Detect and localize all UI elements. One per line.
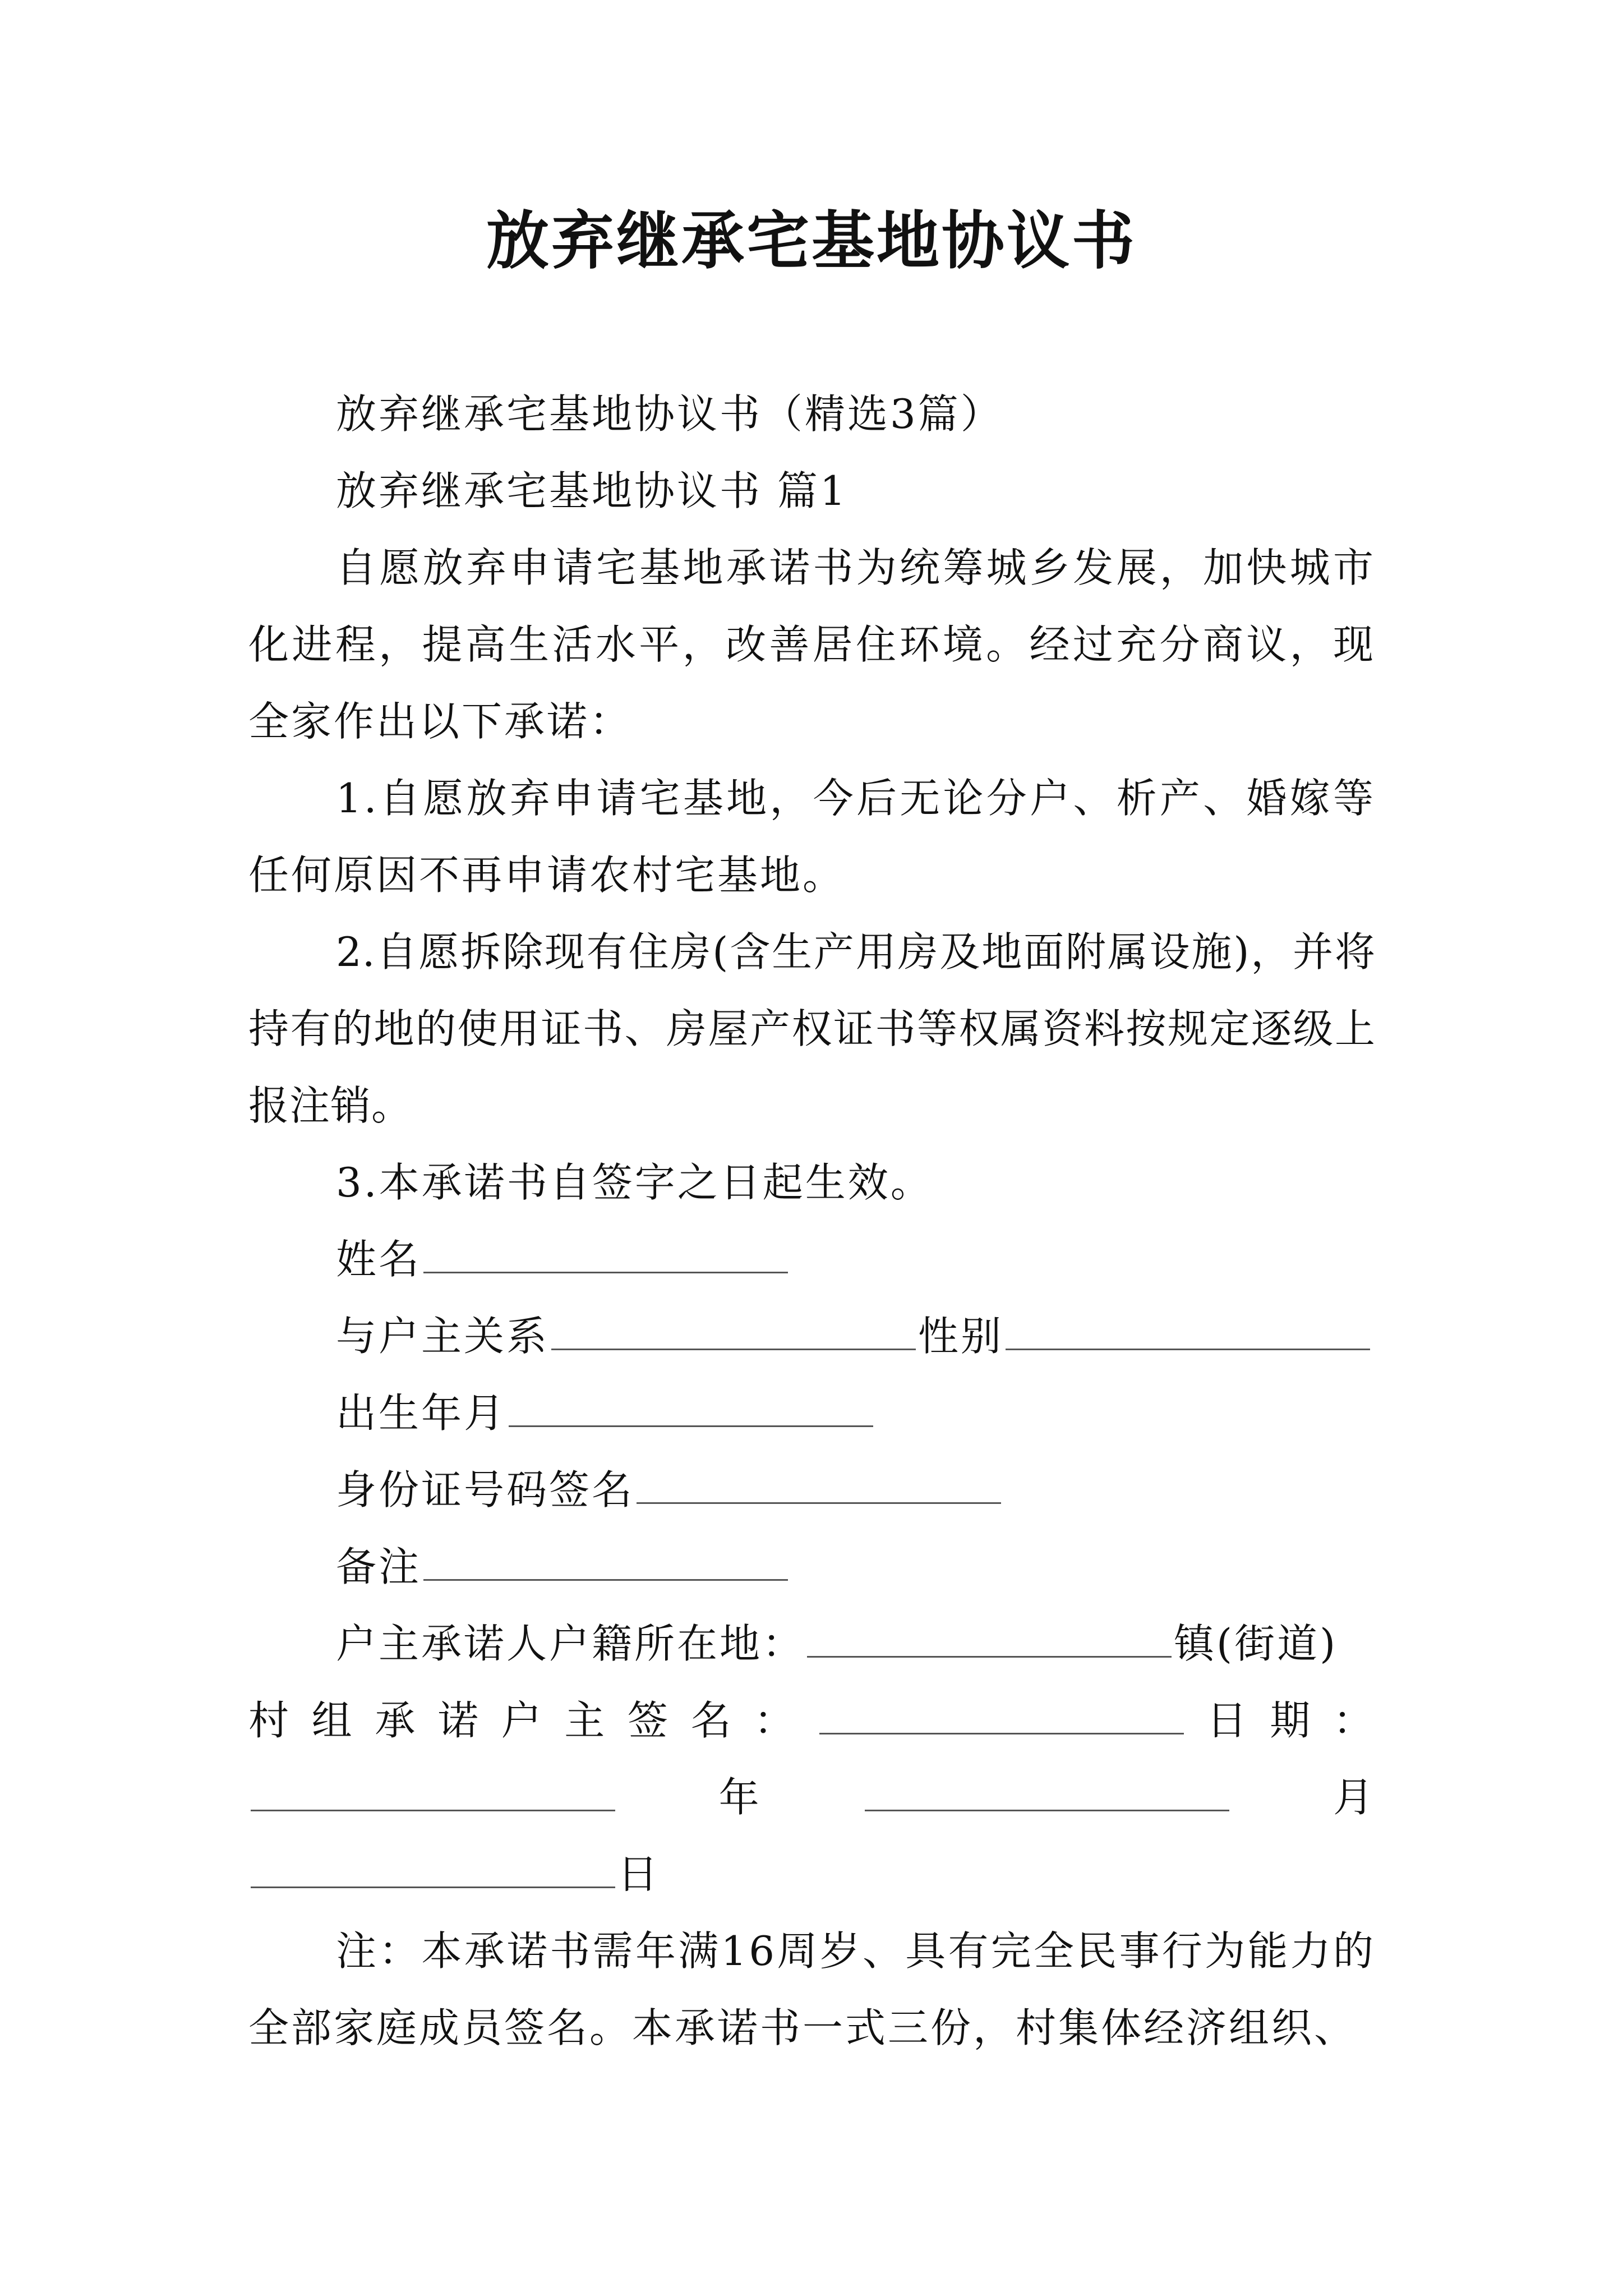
village-sign-char: 组: [311, 1697, 354, 1744]
id-sign-label: 身份证号码签名: [336, 1466, 635, 1513]
birth-blank[interactable]: [509, 1388, 873, 1427]
village-sign-char: 主: [564, 1697, 607, 1744]
remark-label: 备注: [336, 1543, 422, 1590]
date-char: ：: [1332, 1697, 1376, 1744]
day-row: [248, 1836, 1376, 1913]
document-title: 放弃继承宅基地协议书: [486, 204, 1137, 278]
birth-label: 出生年月: [336, 1389, 507, 1437]
intro-paragraph: 自愿放弃申请宅基地承诺书为统筹城乡发展，加快城市化进程，提高生活水平，改善居住环境。经过充分商议，现全家作出以下承诺：: [248, 544, 1376, 745]
village-sign-char: 承: [375, 1697, 418, 1744]
name-label: 姓名: [336, 1236, 422, 1283]
section-heading: 放弃继承宅基地协议书 篇1: [336, 467, 848, 514]
document-body: [248, 376, 1376, 2067]
day-blank[interactable]: [251, 1849, 615, 1888]
head-sign-blank[interactable]: [819, 1696, 1184, 1734]
village-sign-row: [248, 1682, 1376, 1759]
village-sign-char: ：: [754, 1697, 797, 1744]
note-paragraph: 注：本承诺书需年满16周岁、具有完全民事行为能力的全部家庭成员签名。本承诺书一式三份，村集体经济组织、: [248, 1927, 1376, 2051]
name-blank[interactable]: [423, 1235, 788, 1273]
month-blank[interactable]: [865, 1773, 1229, 1811]
village-sign-char: 户: [501, 1697, 544, 1744]
town-label: 镇(街道): [1174, 1620, 1338, 1667]
year-label: 年: [718, 1774, 762, 1821]
id-sign-blank[interactable]: [637, 1465, 1001, 1504]
relation-blank[interactable]: [551, 1312, 916, 1350]
pledge-item-2: 2.自愿拆除现有住房(含生产用房及地面附属设施)，并将持有的地的使用证书、房屋产权证书等权属资料按规定逐级上报注销。: [248, 928, 1376, 1129]
date-char: 期: [1270, 1697, 1313, 1744]
pledge-item-3: 3.本承诺书自签字之日起生效。: [336, 1159, 933, 1206]
village-sign-char: 签: [627, 1697, 670, 1744]
id-sign-row: [248, 1452, 1376, 1529]
gender-blank[interactable]: [1006, 1312, 1370, 1350]
household-blank[interactable]: [807, 1619, 1172, 1658]
pledge-item-1: 1.自愿放弃申请宅基地，今后无论分户、析产、婚嫁等任何原因不再申请农村宅基地。: [248, 775, 1376, 899]
village-sign-char: 诺: [437, 1697, 481, 1744]
day-label: 日: [617, 1851, 661, 1898]
remark-blank[interactable]: [423, 1542, 788, 1581]
gender-label: 性别: [918, 1313, 1004, 1360]
relation-gender-row: [248, 1298, 1376, 1375]
remark-row: [248, 1529, 1376, 1605]
document-subtitle: 放弃继承宅基地协议书（精选3篇）: [336, 390, 1003, 438]
household-label: 户主承诺人户籍所在地：: [336, 1620, 805, 1667]
year-month-row: [248, 1759, 1376, 1836]
year-blank[interactable]: [251, 1773, 615, 1811]
date-char: 日: [1206, 1697, 1249, 1744]
birth-row: [248, 1375, 1376, 1452]
relation-label: 与户主关系: [336, 1313, 550, 1360]
month-label: 月: [1332, 1774, 1376, 1821]
household-row: [248, 1605, 1376, 1682]
village-sign-char: 名: [690, 1697, 734, 1744]
village-sign-char: 村: [248, 1697, 292, 1744]
name-row: [248, 1221, 1376, 1298]
